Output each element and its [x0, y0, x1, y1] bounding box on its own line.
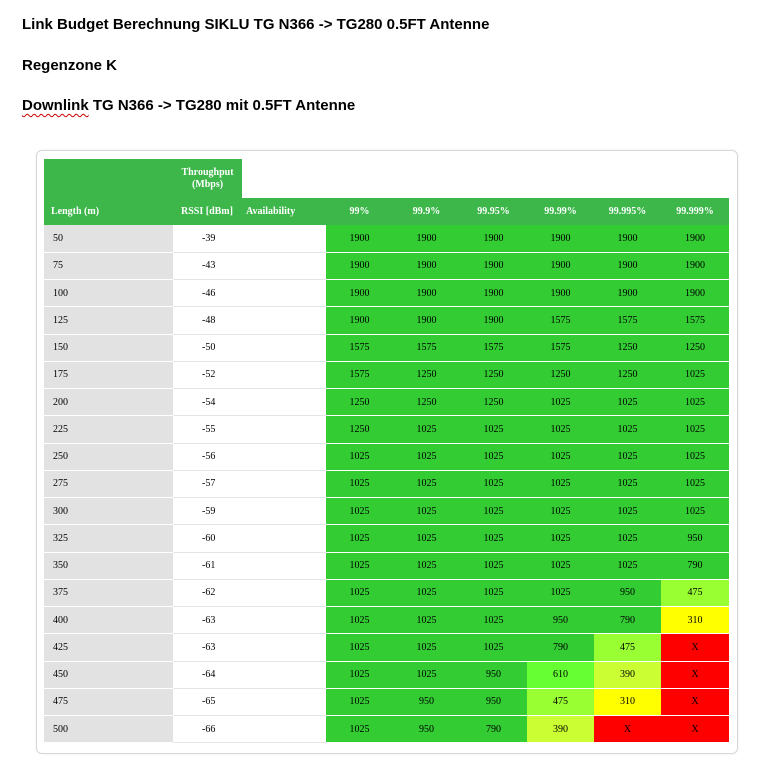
availability-99.999-header: 99.999% [661, 198, 729, 225]
throughput-cell: 950 [594, 579, 661, 606]
throughput-cell: 1025 [594, 389, 661, 416]
availability-cell [242, 280, 326, 307]
throughput-cell: 1900 [326, 280, 393, 307]
throughput-cell: 1575 [527, 334, 594, 361]
throughput-unit: (Mbps) [191, 178, 224, 190]
throughput-cell: 1025 [326, 634, 393, 661]
table-row [44, 280, 729, 307]
length-cell: 275 [44, 470, 173, 497]
throughput-cell: 1025 [594, 525, 661, 552]
throughput-cell: 1025 [527, 552, 594, 579]
throughput-cell: 1900 [594, 225, 661, 252]
table-row [44, 389, 729, 416]
throughput-cell: 1250 [594, 361, 661, 388]
availability-cell [242, 416, 326, 443]
throughput-cell: 1025 [460, 525, 527, 552]
throughput-cell: X [661, 661, 729, 688]
length-cell: 300 [44, 498, 173, 525]
length-cell: 500 [44, 716, 173, 743]
length-cell: 250 [44, 443, 173, 470]
throughput-cell: 1575 [594, 307, 661, 334]
throughput-cell: 475 [661, 579, 729, 606]
rssi-cell: -65 [173, 688, 242, 715]
throughput-cell: 1025 [326, 470, 393, 497]
throughput-header [173, 159, 242, 198]
length-cell: 100 [44, 280, 173, 307]
throughput-cell: 1900 [460, 307, 527, 334]
availability-cell [242, 225, 326, 252]
table-body [44, 225, 729, 743]
throughput-cell: X [661, 688, 729, 715]
throughput-cell: 790 [661, 552, 729, 579]
table-row [44, 443, 729, 470]
rssi-cell: -63 [173, 607, 242, 634]
table-row [44, 579, 729, 606]
throughput-cell: 1025 [393, 443, 460, 470]
header-green-spacer [44, 159, 173, 198]
link-budget-table [44, 159, 729, 743]
throughput-cell: 1900 [393, 252, 460, 279]
rssi-cell: -66 [173, 716, 242, 743]
availability-column-header: Availability [242, 198, 326, 225]
document-title: Link Budget Berechnung SIKLU TG N366 -> TG280 0.5FT Antenne [22, 16, 490, 33]
throughput-cell: 1900 [326, 252, 393, 279]
availability-cell [242, 661, 326, 688]
throughput-cell: 1575 [326, 361, 393, 388]
throughput-cell: 1025 [527, 525, 594, 552]
availability-cell [242, 716, 326, 743]
throughput-cell: 1025 [326, 607, 393, 634]
rssi-cell: -46 [173, 280, 242, 307]
spellcheck-word: Downlink [22, 97, 89, 114]
throughput-cell: 1025 [326, 498, 393, 525]
rssi-cell: -61 [173, 552, 242, 579]
length-cell: 200 [44, 389, 173, 416]
throughput-cell: 1025 [326, 661, 393, 688]
throughput-cell: 1575 [661, 307, 729, 334]
throughput-cell: 1900 [460, 280, 527, 307]
throughput-cell: 1900 [326, 225, 393, 252]
throughput-cell: X [594, 716, 661, 743]
availability-99.99-header: 99.99% [527, 198, 594, 225]
length-cell: 325 [44, 525, 173, 552]
throughput-cell: 1025 [393, 525, 460, 552]
throughput-cell: 1025 [527, 498, 594, 525]
availability-cell [242, 607, 326, 634]
table-row [44, 716, 729, 743]
length-cell: 225 [44, 416, 173, 443]
throughput-cell: 1900 [527, 280, 594, 307]
rain-zone-heading: Regenzone K [22, 57, 118, 74]
throughput-cell: 1025 [393, 661, 460, 688]
throughput-cell: X [661, 634, 729, 661]
table-row [44, 552, 729, 579]
availability-cell [242, 688, 326, 715]
length-cell: 450 [44, 661, 173, 688]
table-row [44, 688, 729, 715]
throughput-cell: 1250 [460, 361, 527, 388]
table-row [44, 416, 729, 443]
table-row [44, 634, 729, 661]
throughput-cell: 1025 [326, 688, 393, 715]
length-cell: 150 [44, 334, 173, 361]
throughput-cell: 1025 [460, 607, 527, 634]
throughput-cell: 1025 [393, 416, 460, 443]
throughput-cell: 1025 [393, 634, 460, 661]
throughput-cell: 1900 [527, 225, 594, 252]
throughput-cell: 310 [594, 688, 661, 715]
availability-cell [242, 634, 326, 661]
throughput-cell: 1025 [393, 470, 460, 497]
throughput-cell: 1575 [527, 307, 594, 334]
table-row [44, 498, 729, 525]
rssi-cell: -63 [173, 634, 242, 661]
table-row [44, 361, 729, 388]
rssi-cell: -48 [173, 307, 242, 334]
throughput-cell: 1900 [594, 280, 661, 307]
rssi-cell: -50 [173, 334, 242, 361]
throughput-cell: 475 [527, 688, 594, 715]
header-blank-area [242, 159, 729, 198]
throughput-cell: 790 [460, 716, 527, 743]
throughput-cell: 1025 [661, 470, 729, 497]
length-cell: 400 [44, 607, 173, 634]
throughput-cell: 1025 [661, 361, 729, 388]
throughput-cell: X [661, 716, 729, 743]
rssi-cell: -43 [173, 252, 242, 279]
throughput-cell: 1900 [393, 280, 460, 307]
table-row [44, 334, 729, 361]
availability-cell [242, 361, 326, 388]
rssi-cell: -54 [173, 389, 242, 416]
column-header-row [44, 198, 729, 225]
length-cell: 175 [44, 361, 173, 388]
table-row [44, 307, 729, 334]
throughput-cell: 1025 [460, 498, 527, 525]
throughput-cell: 1250 [393, 389, 460, 416]
rssi-cell: -39 [173, 225, 242, 252]
throughput-cell: 1025 [594, 470, 661, 497]
length-cell: 350 [44, 552, 173, 579]
availability-cell [242, 443, 326, 470]
availability-cell [242, 470, 326, 497]
throughput-cell: 1025 [594, 552, 661, 579]
length-cell: 425 [44, 634, 173, 661]
throughput-cell: 1025 [527, 443, 594, 470]
throughput-cell: 390 [527, 716, 594, 743]
rssi-cell: -59 [173, 498, 242, 525]
table-row [44, 607, 729, 634]
length-cell: 475 [44, 688, 173, 715]
rssi-cell: -62 [173, 579, 242, 606]
throughput-cell: 1025 [661, 443, 729, 470]
throughput-cell: 1025 [527, 389, 594, 416]
throughput-cell: 950 [661, 525, 729, 552]
throughput-cell: 1025 [460, 470, 527, 497]
throughput-cell: 950 [393, 688, 460, 715]
throughput-cell: 1575 [393, 334, 460, 361]
throughput-cell: 1900 [661, 280, 729, 307]
throughput-cell: 950 [393, 716, 460, 743]
throughput-cell: 1025 [326, 552, 393, 579]
downlink-heading-text: TG N366 -> TG280 mit 0.5FT Antenne [88, 97, 356, 114]
throughput-cell: 1025 [460, 552, 527, 579]
throughput-cell: 610 [527, 661, 594, 688]
throughput-cell: 1250 [661, 334, 729, 361]
table-row [44, 470, 729, 497]
throughput-cell: 950 [527, 607, 594, 634]
throughput-cell: 1025 [326, 525, 393, 552]
downlink-heading [22, 97, 355, 114]
availability-cell [242, 579, 326, 606]
table-row [44, 525, 729, 552]
availability-cell [242, 307, 326, 334]
throughput-cell: 1025 [326, 579, 393, 606]
throughput-cell: 1025 [393, 579, 460, 606]
table-row [44, 225, 729, 252]
throughput-cell: 950 [460, 688, 527, 715]
throughput-cell: 1025 [661, 416, 729, 443]
throughput-cell: 1025 [393, 607, 460, 634]
throughput-cell: 1025 [326, 443, 393, 470]
throughput-cell: 1025 [594, 443, 661, 470]
throughput-cell: 1900 [393, 225, 460, 252]
throughput-cell: 1025 [460, 634, 527, 661]
availability-cell [242, 525, 326, 552]
throughput-cell: 1025 [460, 443, 527, 470]
availability-cell [242, 389, 326, 416]
throughput-cell: 1900 [460, 252, 527, 279]
throughput-cell: 1900 [527, 252, 594, 279]
throughput-cell: 1025 [527, 470, 594, 497]
throughput-cell: 1900 [661, 225, 729, 252]
throughput-cell: 1250 [527, 361, 594, 388]
throughput-cell: 1250 [326, 416, 393, 443]
throughput-cell: 1025 [594, 498, 661, 525]
throughput-cell: 1575 [460, 334, 527, 361]
throughput-cell: 475 [594, 634, 661, 661]
throughput-cell: 1025 [393, 498, 460, 525]
rssi-cell: -56 [173, 443, 242, 470]
throughput-cell: 1025 [460, 579, 527, 606]
throughput-cell: 1025 [527, 579, 594, 606]
throughput-cell: 1250 [594, 334, 661, 361]
throughput-cell: 1025 [460, 416, 527, 443]
throughput-cell: 1025 [661, 498, 729, 525]
availability-cell [242, 252, 326, 279]
throughput-cell: 950 [460, 661, 527, 688]
throughput-cell: 790 [527, 634, 594, 661]
length-cell: 375 [44, 579, 173, 606]
table-row [44, 661, 729, 688]
rssi-cell: -52 [173, 361, 242, 388]
throughput-cell: 310 [661, 607, 729, 634]
throughput-cell: 390 [594, 661, 661, 688]
throughput-cell: 1025 [326, 716, 393, 743]
availability-99.95-header: 99.95% [460, 198, 527, 225]
throughput-cell: 1900 [393, 307, 460, 334]
throughput-cell: 1025 [594, 416, 661, 443]
length-cell: 125 [44, 307, 173, 334]
rssi-cell: -60 [173, 525, 242, 552]
throughput-cell: 1025 [527, 416, 594, 443]
throughput-cell: 790 [594, 607, 661, 634]
throughput-cell: 1250 [460, 389, 527, 416]
availability-99.9-header: 99.9% [393, 198, 460, 225]
rssi-cell: -64 [173, 661, 242, 688]
throughput-cell: 1900 [594, 252, 661, 279]
length-cell: 50 [44, 225, 173, 252]
throughput-cell: 1575 [326, 334, 393, 361]
availability-99-header: 99% [326, 198, 393, 225]
throughput-cell: 1025 [661, 389, 729, 416]
rssi-cell: -57 [173, 470, 242, 497]
length-cell: 75 [44, 252, 173, 279]
availability-cell [242, 552, 326, 579]
throughput-cell: 1250 [393, 361, 460, 388]
throughput-cell: 1900 [661, 252, 729, 279]
throughput-cell: 1250 [326, 389, 393, 416]
availability-cell [242, 334, 326, 361]
length-column-header: Length (m) [44, 198, 173, 225]
rssi-cell: -55 [173, 416, 242, 443]
throughput-cell: 1900 [460, 225, 527, 252]
throughput-label: Throughput [181, 166, 234, 178]
availability-99.995-header: 99.995% [594, 198, 661, 225]
throughput-cell: 1025 [393, 552, 460, 579]
throughput-cell: 1900 [326, 307, 393, 334]
availability-cell [242, 498, 326, 525]
rssi-column-header: RSSI [dBm] [173, 198, 242, 225]
table-row [44, 252, 729, 279]
